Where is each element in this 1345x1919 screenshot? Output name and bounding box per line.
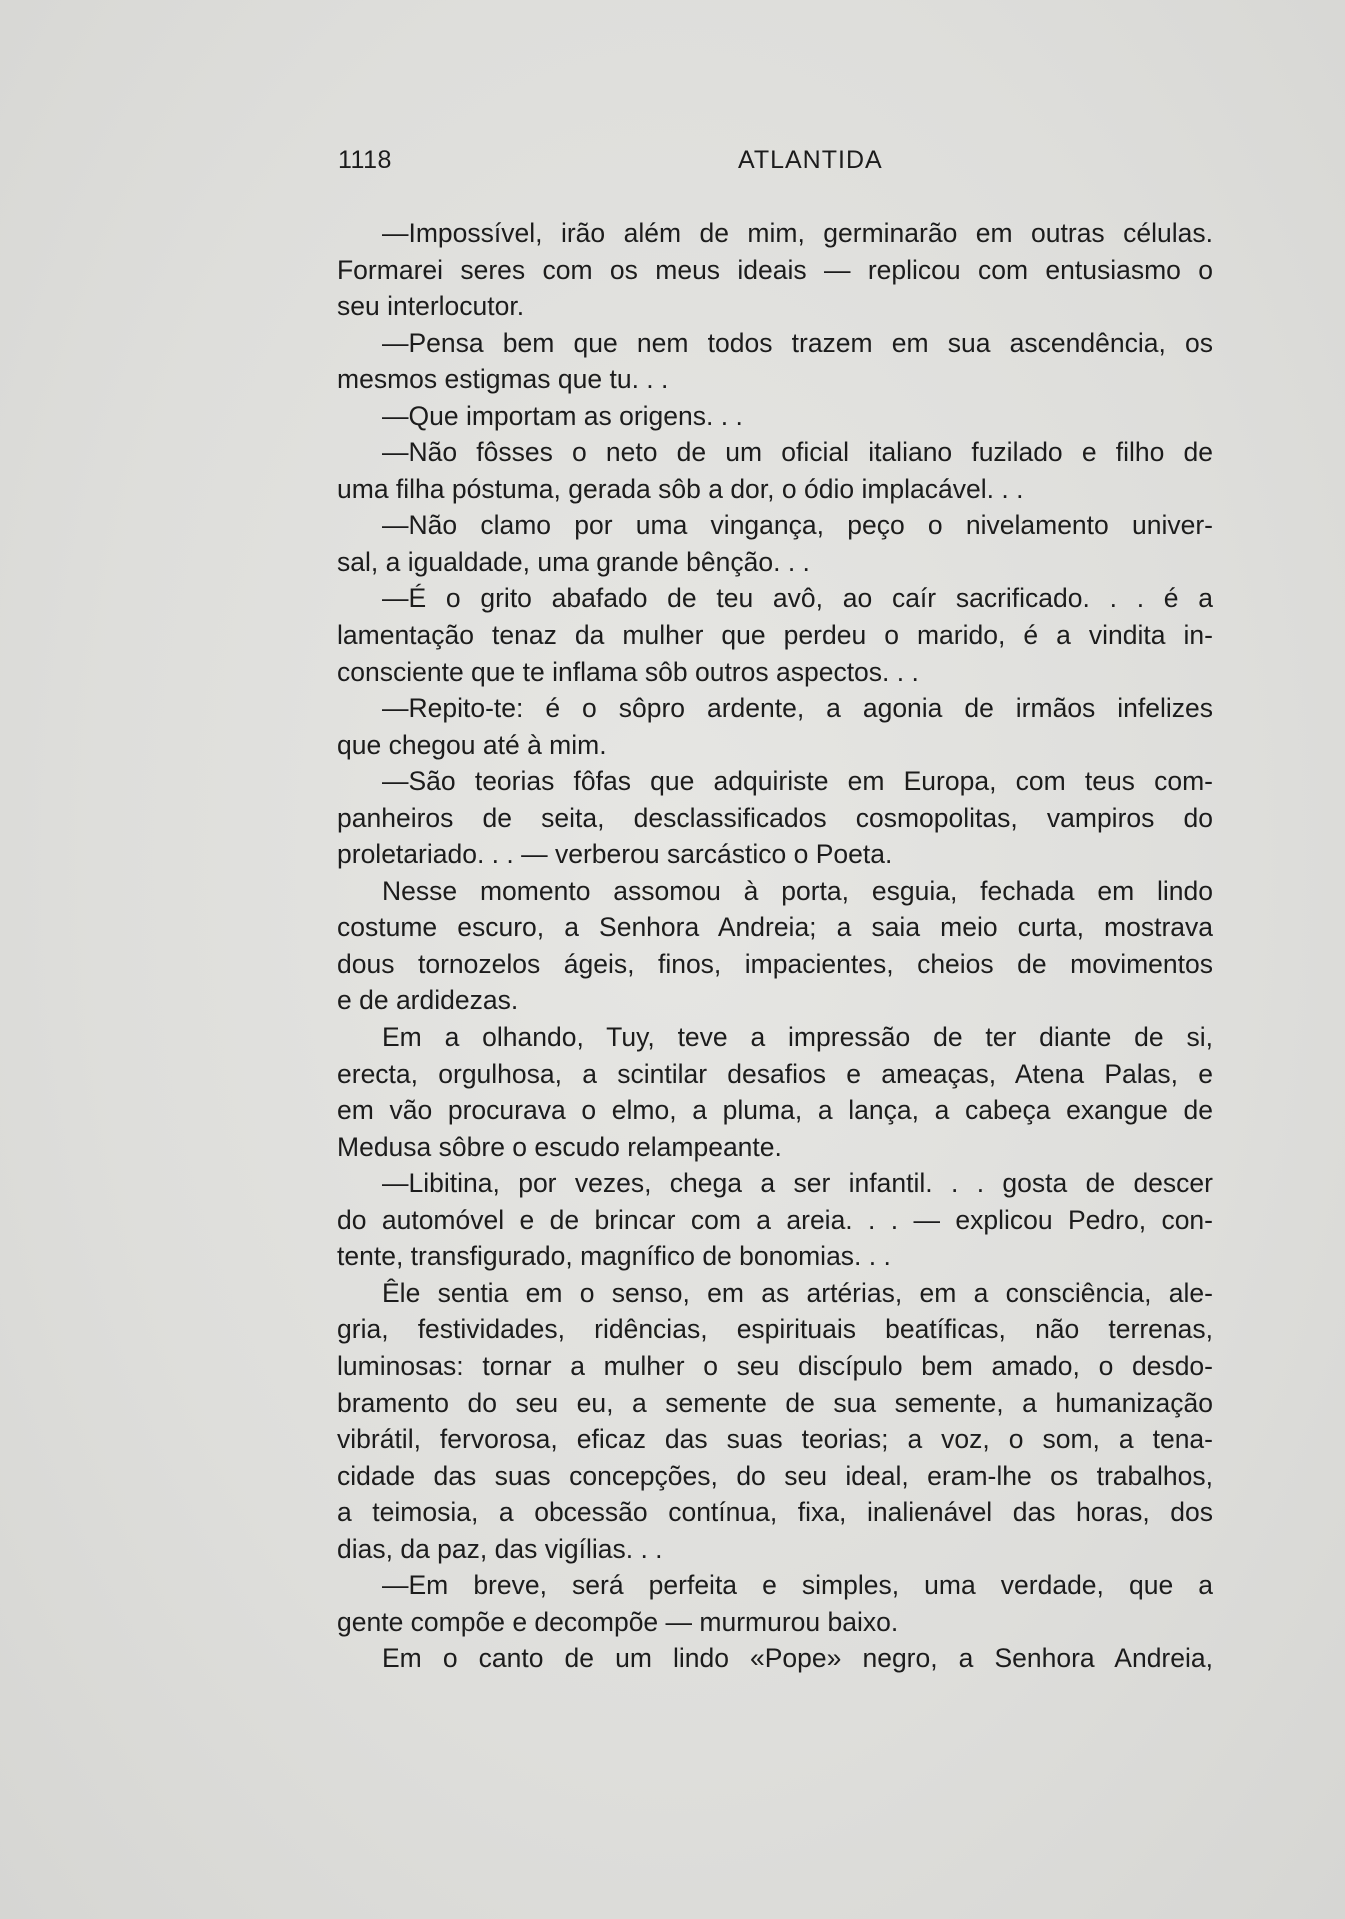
text-line: —Que importam as origens. . . <box>382 400 743 431</box>
text-line: mesmos estigmas que tu. . . <box>337 364 669 395</box>
text-line: que chegou até à mim. <box>337 729 607 760</box>
text-line: —Em breve, será perfeita e simples, uma verdade, que a <box>382 1570 1213 1601</box>
text-line: —Pensa bem que nem todos trazem em sua ascendência, os <box>382 327 1213 358</box>
text-line: Formarei seres com os meus ideais — replicou com entusiasmo o <box>337 254 1213 285</box>
text-line: bramento do seu eu, a semente de sua semente, a humanização <box>337 1387 1213 1418</box>
text-line: dias, da paz, das vigílias. . . <box>337 1533 663 1564</box>
text-line: —É o grito abafado de teu avô, ao caír sacrificado. . . é a <box>382 583 1213 614</box>
body-text <box>337 215 1213 1677</box>
text-line: vibrátil, fervorosa, eficaz das suas teorias; a voz, o som, a tena- <box>337 1424 1213 1455</box>
page-number: 1118 <box>338 146 392 174</box>
text-line: e de ardidezas. <box>337 985 519 1016</box>
text-line: a teimosia, a obcessão contínua, fixa, inalienável das horas, dos <box>337 1497 1213 1528</box>
text-line: —São teorias fôfas que adquiriste em Europa, com teus com- <box>382 766 1213 797</box>
text-line: Em o canto de um lindo «Pope» negro, a Senhora Andreia, <box>382 1643 1213 1674</box>
text-line: —Impossível, irão além de mim, germinarão em outras células. <box>382 218 1213 248</box>
text-line: seu interlocutor. <box>337 291 525 322</box>
text-line: panheiros de seita, desclassificados cosmopolitas, vampiros do <box>337 802 1213 833</box>
text-line: uma filha póstuma, gerada sôb a dor, o ódio implacável. . . <box>337 473 1024 504</box>
running-title: ATLANTIDA <box>738 146 883 174</box>
text-line: consciente que te inflama sôb outros aspectos. . . <box>337 656 919 687</box>
page-header <box>338 146 902 186</box>
text-line: costume escuro, a Senhora Andreia; a saia meio curta, mostrava <box>337 912 1213 943</box>
text-line: gria, festividades, ridências, espirituais beatíficas, não terrenas, <box>337 1314 1213 1345</box>
text-line: proletariado. . . — verberou sarcástico o Poeta. <box>337 839 893 870</box>
text-line: —Não clamo por uma vingança, peço o nivelamento univer- <box>382 510 1213 541</box>
text-line: do automóvel e de brincar com a areia. . . — explicou Pedro, con- <box>337 1204 1213 1235</box>
text-line: —Não fôsses o neto de um oficial italiano fuzilado e filho de <box>382 437 1213 468</box>
text-line: —Repito-te: é o sôpro ardente, a agonia de irmãos infelizes <box>382 693 1213 724</box>
text-line: lamentação tenaz da mulher que perdeu o marido, é a vindita in- <box>337 620 1213 651</box>
text-line: dous tornozelos ágeis, finos, impacientes, cheios de movimentos <box>337 948 1213 979</box>
text-line: Medusa sôbre o escudo relampeante. <box>337 1131 782 1162</box>
text-line: tente, transfigurado, magnífico de bonomias. . . <box>337 1241 891 1272</box>
text-line: gente compõe e decompõe — murmurou baixo. <box>337 1606 899 1637</box>
text-line: Êle sentia em o senso, em as artérias, em a consciência, ale- <box>382 1277 1213 1308</box>
text-line: sal, a igualdade, uma grande bênção. . . <box>337 546 810 577</box>
text-line: Nesse momento assomou à porta, esguia, fechada em lindo <box>382 875 1213 906</box>
text-line: em vão procurava o elmo, a pluma, a lança, a cabeça exangue de <box>337 1095 1213 1126</box>
text-line: erecta, orgulhosa, a scintilar desafios e ameaças, Atena Palas, e <box>337 1058 1213 1089</box>
text-line: —Libitina, por vezes, chega a ser infantil. . . gosta de descer <box>382 1168 1213 1199</box>
text-line: Em a olhando, Tuy, teve a impressão de ter diante de si, <box>382 1022 1213 1053</box>
text-line: luminosas: tornar a mulher o seu discípulo bem amado, o desdo- <box>337 1350 1213 1381</box>
text-line: cidade das suas concepções, do seu ideal, eram-lhe os trabalhos, <box>337 1460 1213 1491</box>
